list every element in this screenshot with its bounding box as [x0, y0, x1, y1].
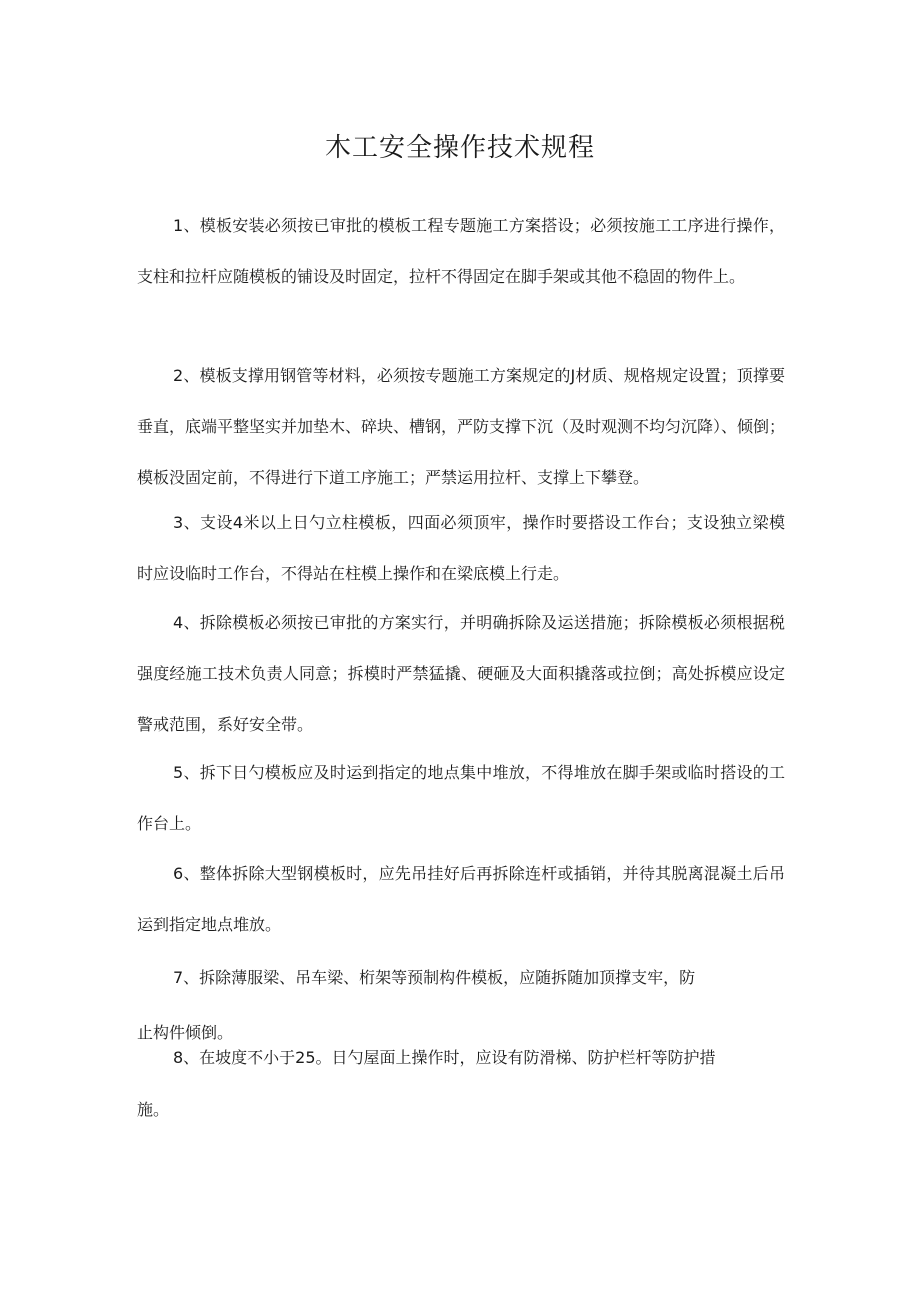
paragraph-3: 3、支设4米以上日勺立柱模板，四面必须顶牢，操作时要搭设工作台；支设独立梁模时应设临时工作台，不得站在柱模上操作和在梁底模上行走。: [137, 513, 785, 583]
paragraph-8-line-2: 施。: [137, 1100, 170, 1119]
paragraph-8-line-1: 8、在坡度不小于25。日勺屋面上操作时，应设有防滑梯、防护栏杆等防护措: [173, 1048, 716, 1067]
paragraph-6: 6、整体拆除大型钢模板时，应先吊挂好后再拆除连杆或插销，并待其脱离混凝土后吊运到指定地点堆放。: [137, 864, 785, 934]
paragraph-4: 4、拆除模板必须按已审批的方案实行，并明确拆除及运送措施；拆除模板必须根据税强度经施工技术负责人同意；拆模时严禁猛撬、硬砸及大面积撬落或拉倒；高处拆模应设定警戒范围，系好安全带。: [137, 613, 785, 734]
document-title: 木工安全操作技术规程: [324, 133, 595, 164]
paragraph-2: 2、模板支撑用钢管等材料，必须按专题施工方案规定的J材质、规格规定设置；顶撑要垂直，底端平整坚实并加垫木、碎块、槽钢，严防支撑下沉（及时观测不均匀沉降）、倾倒；模板没固定前，不得进行下道工序施工；严禁运用拉杆、支撑上下攀登。: [137, 366, 786, 487]
paragraph-7-line-2: 止构件倾倒。: [137, 1023, 234, 1042]
paragraph-5: 5、拆下日勺模板应及时运到指定的地点集中堆放，不得堆放在脚手架或临时搭设的工作台上。: [137, 763, 785, 833]
paragraph-1: 1、模板安装必须按已审批的模板工程专题施工方案搭设；必须按施工工序进行操作，支柱和拉杆应随模板的铺设及时固定，拉杆不得固定在脚手架或其他不稳固的物件上。: [137, 216, 785, 286]
paragraph-7-line-1: 7、拆除薄服梁、吊车梁、桁架等预制构件模板，应随拆随加顶撑支牢，防: [173, 968, 696, 987]
